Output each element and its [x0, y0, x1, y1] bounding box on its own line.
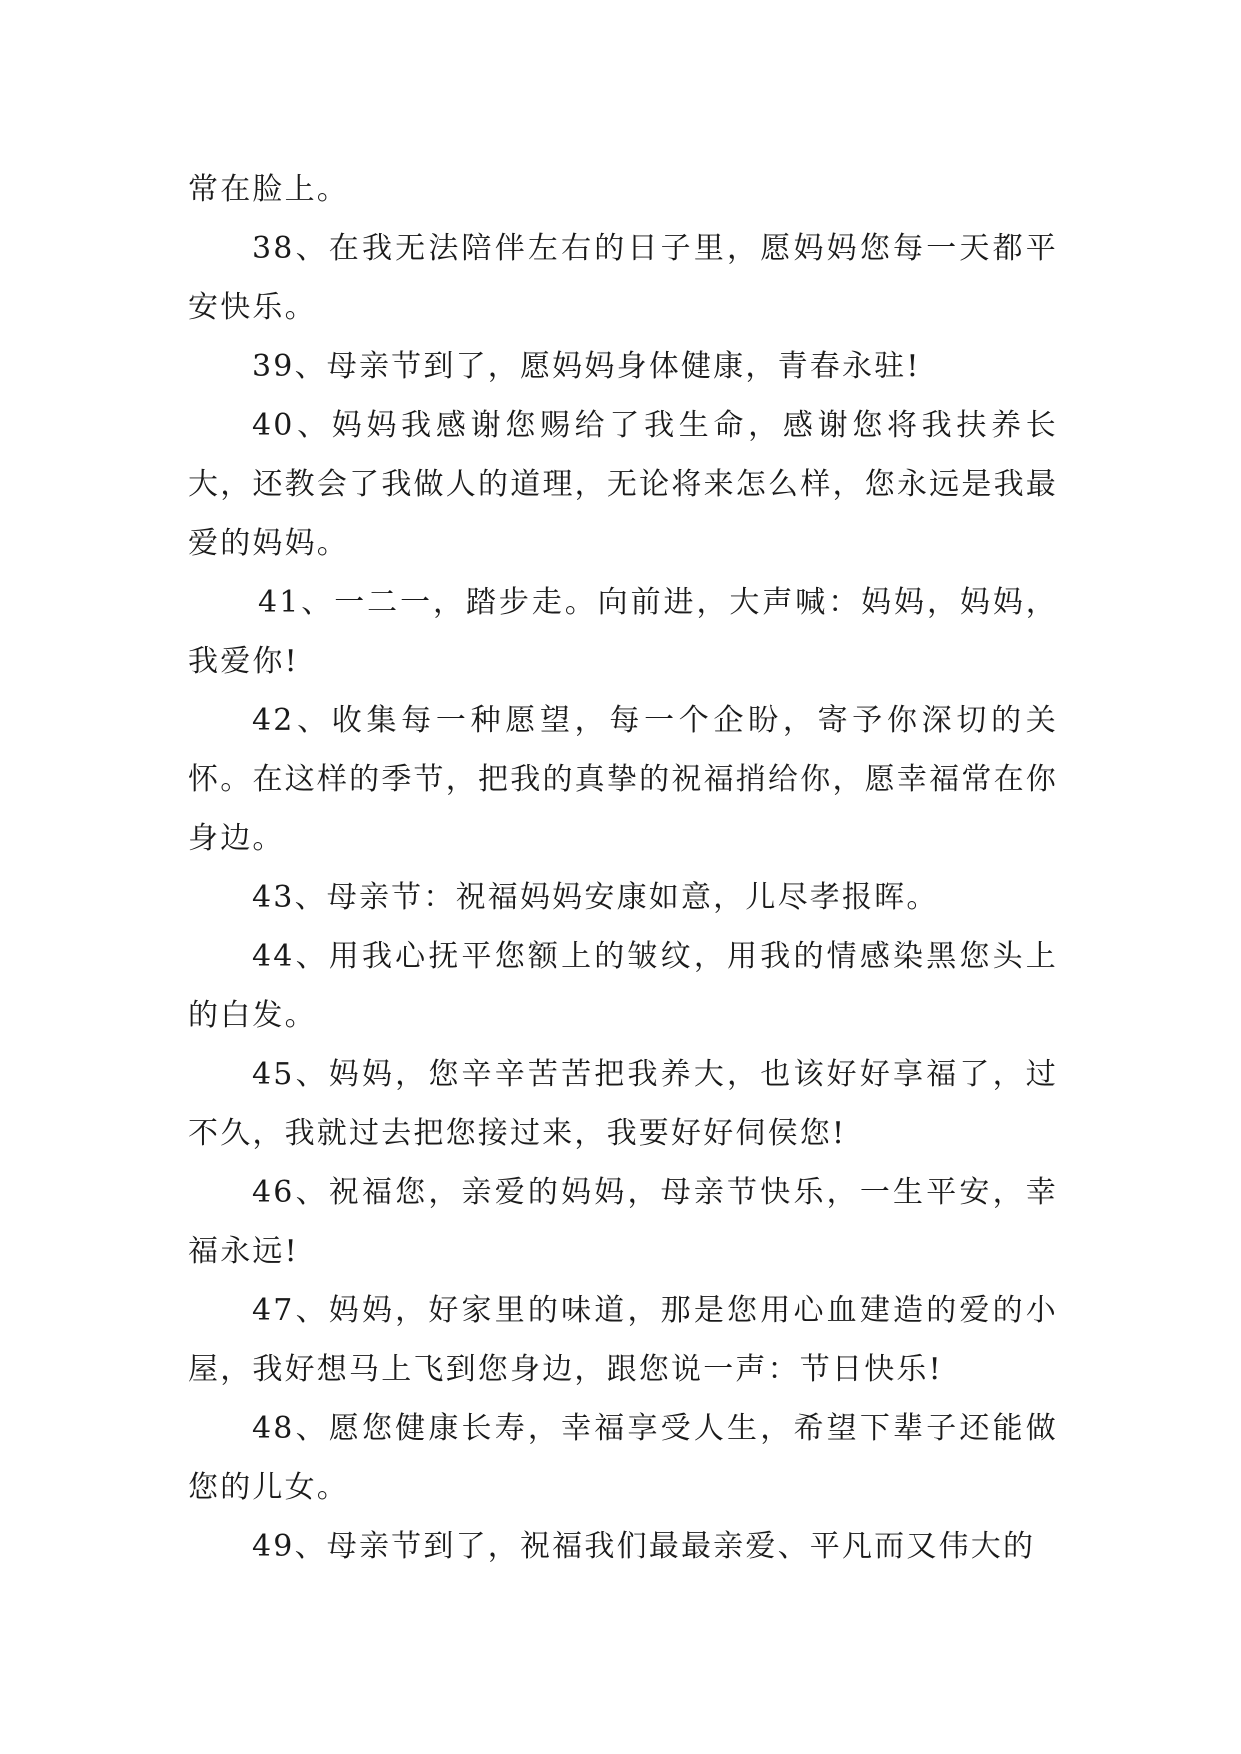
paragraph-40: 40、妈妈我感谢您赐给了我生命，感谢您将我扶养长大，还教会了我做人的道理，无论将来怎么样，您永远是我最爱的妈妈。 — [188, 408, 1058, 561]
paragraph-39: 39、母亲节到了，愿妈妈身体健康，青春永驻! — [252, 349, 921, 384]
paragraph-48: 48、愿您健康长寿，幸福享受人生，希望下辈子还能做您的儿女。 — [188, 1411, 1058, 1505]
paragraph-47: 47、妈妈，好家里的味道，那是您用心血建造的爱的小屋，我好想马上飞到您身边，跟您说一声：节日快乐! — [188, 1293, 1058, 1387]
paragraph-41: 41、一二一，踏步走。向前进，大声喊：妈妈，妈妈，我爱你! — [188, 585, 1058, 679]
document-body — [188, 160, 1058, 1576]
paragraph-43: 43、母亲节：祝福妈妈安康如意，儿尽孝报晖。 — [252, 880, 939, 915]
paragraph-38: 38、在我无法陪伴左右的日子里，愿妈妈您每一天都平安快乐。 — [188, 231, 1058, 325]
paragraph-44: 44、用我心抚平您额上的皱纹，用我的情感染黑您头上的白发。 — [188, 939, 1058, 1033]
paragraph-46: 46、祝福您，亲爱的妈妈，母亲节快乐，一生平安，幸福永远! — [188, 1175, 1058, 1269]
paragraph-continuation: 常在脸上。 — [188, 172, 349, 207]
paragraph-45: 45、妈妈，您辛辛苦苦把我养大，也该好好享福了，过不久，我就过去把您接过来，我要好好伺侯您! — [188, 1057, 1058, 1151]
paragraph-42: 42、收集每一种愿望，每一个企盼，寄予你深切的关怀。在这样的季节，把我的真挚的祝福捎给你，愿幸福常在你身边。 — [188, 703, 1058, 856]
paragraph-49: 49、母亲节到了，祝福我们最最亲爱、平凡而又伟大的 — [252, 1529, 1036, 1564]
